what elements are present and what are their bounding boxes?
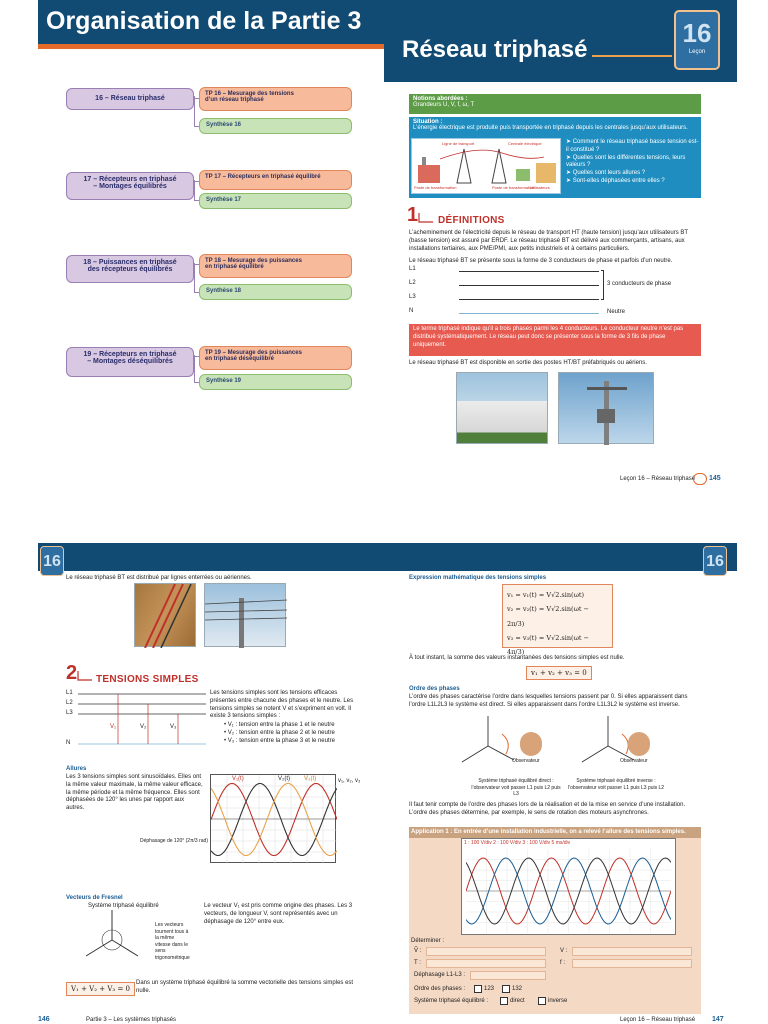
wire-label: N	[409, 308, 414, 314]
synthese-16: Synthèse 16	[199, 118, 352, 134]
formula: v₂ = v₂(t) = V√2.sin(ωt − 2π/3)	[507, 605, 589, 628]
cable-drawing	[135, 584, 197, 648]
footer-text: Leçon 16 – Réseau triphasé	[620, 1017, 696, 1023]
formula: v₃ = v₃(t) = V√2.sin(ωt − 4π/3)	[507, 633, 589, 657]
wire-label: L2	[409, 280, 416, 286]
connector	[194, 263, 195, 293]
tp-16: TP 16 – Mesurage des tensions d’un réseau triphasé	[199, 87, 352, 111]
direct-caption: Système triphasé équilibré direct : l’observateur voit passer L1 puis L2 puis L3	[471, 778, 561, 797]
pole-drawing	[559, 373, 655, 445]
definition-paragraph: Le réseau triphasé BT se présente sous la forme de 3 conducteurs de phase et parfois d’un neutre.	[409, 258, 673, 264]
sum-inst-formula: v₁ + v₂ + v₃ = 0	[526, 666, 592, 680]
definition-paragraph: Le réseau triphasé BT est disponible en sortie des postes HT/BT préfabriqués ou aériens.	[409, 360, 647, 366]
fresnel-title: Vecteurs de Fresnel	[66, 895, 123, 901]
checkbox-123[interactable]	[474, 985, 482, 993]
tensions-text: Les tensions simples sont les tensions efficaces présentes entre chacune des phases et le neutre. Les tensions simples se notent V et s’expriment en volt. Il existe 3 tensions simples :	[210, 690, 354, 720]
title-underline	[592, 55, 672, 57]
lecon-label: Leçon	[688, 49, 706, 55]
wire-l1	[459, 271, 599, 272]
tensions-svg	[78, 690, 206, 750]
checkbox-132[interactable]	[502, 985, 510, 993]
section-number: 1	[407, 204, 419, 226]
oscillogram	[210, 774, 336, 863]
page-number: 146	[38, 1016, 50, 1023]
vmax-field[interactable]	[426, 947, 546, 956]
dephasage-label: Déphasage L1-L3 :	[414, 972, 466, 978]
situation-illustration	[411, 138, 561, 194]
section-title: DÉFINITIONS	[438, 215, 505, 226]
page-gap	[0, 505, 768, 543]
page-number: 145	[709, 475, 721, 482]
img-label: Centrale électrique	[508, 141, 542, 146]
scope-header: 1 : 100 V/div 2 : 100 V/div 3 : 100 V/div 5 ms/div	[464, 840, 571, 846]
underground-cable-photo	[134, 583, 196, 647]
ordre-note: Il faut tenir compte de l’ordre des phases lors de la réalisation et de la mise en service d’une installation. L’ordre des phases détermine, par exemple, le sens de rotation des moteurs asynchrones.	[409, 802, 686, 816]
notions-title: Notions abordées :	[413, 96, 468, 102]
line-label: L1	[66, 690, 73, 696]
img-label: Poste de transformation	[414, 185, 457, 190]
lecon-number: 16	[682, 18, 712, 48]
situation-text: L’énergie électrique est produite puis transportée en triphasé depuis les centrales jusqu’aux utilisateurs.	[413, 125, 688, 131]
footer-text: Partie 3 – Les systèmes triphasés	[86, 1017, 177, 1023]
dephasage-label: Déphasage de 120° (2π/3 rad)	[140, 838, 208, 844]
oscilloscope-screen	[461, 838, 676, 935]
synthese-17: Synthèse 17	[199, 193, 352, 209]
wire-label: L3	[409, 294, 416, 300]
field-label: V :	[560, 948, 568, 954]
lecon-tab: 16	[703, 546, 727, 576]
tp-19: TP 19 – Mesurage des puissances en triphasé déséquilibré	[199, 346, 352, 370]
neutral-label: Neutre	[607, 309, 626, 315]
v-label: V₃	[170, 724, 177, 730]
inverse-caption: Système triphasé équilibré inverse : l’observateur voit passer L1 puis L3 puis L2	[567, 778, 665, 791]
overhead-drawing	[205, 584, 287, 648]
note-box: Le terme triphasé indique qu’il a trois phases parmi les 4 conducteurs. Le conducteur neutre n’est pas distribué systématiquement. Le réseau peut donc se présenter sous la forme de 3 fils de phase uniquement.	[409, 324, 701, 356]
lesson-18: 18 – Puissances en triphasé des récepteurs équilibrés	[66, 255, 194, 283]
question-item: ➤ Quelles sont leurs allures ?	[566, 170, 646, 177]
systeme-label: Système triphasé équilibré :	[414, 998, 489, 1004]
allures-title: Allures	[66, 766, 87, 772]
f-field[interactable]	[572, 959, 692, 968]
bottom-left-header	[38, 543, 384, 571]
question-item: ➤ Quelles sont les différentes tensions, leurs valeurs ?	[566, 154, 686, 169]
definition-paragraph: L’acheminement de l’électricité depuis le réseau de transport HT (haute tension) jusqu’aux utilisateurs BT (basse tension) est assuré par ERDF. Le réseau triphasé BT est délivré aux commerçants, artisans, aux installations tertiaires, aux PME/PMI, aux petits industriels et à certains particuliers.	[409, 230, 688, 252]
ordre-phases-label: Ordre des phases :	[414, 986, 466, 992]
observer-label: Observateur	[620, 758, 648, 764]
osc-label: V₃(t)	[304, 776, 317, 782]
tensions-list	[224, 722, 364, 745]
section-title: TENSIONS SIMPLES	[96, 674, 199, 685]
sum-inst-text: À tout instant, la somme des valeurs instantanées des tensions simples est nulle.	[409, 655, 625, 661]
fresnel-diagram	[72, 906, 152, 976]
connector	[194, 180, 195, 201]
question-list	[566, 139, 700, 186]
conductors-diagram	[409, 266, 701, 316]
synthese-18: Synthèse 18	[199, 284, 352, 300]
allures-text: Les 3 tensions simples sont sinusoïdales. Elles ont la même valeur maximale, la même valeur efficace, la même période et la même fréquence. Elles sont déphasées de 120° les unes par rapport aux autres.	[66, 774, 203, 812]
lesson-16: 16 – Réseau triphasé	[66, 88, 194, 110]
overhead-line-photo	[204, 583, 286, 647]
wire-label: L1	[409, 266, 416, 272]
lesson-17: 17 – Récepteurs en triphasé – Montages équilibrés	[66, 172, 194, 200]
t-field[interactable]	[426, 959, 546, 968]
wire-n	[459, 313, 599, 314]
wire-l3	[459, 299, 599, 300]
section-hook-icon	[418, 212, 434, 224]
page-title: Organisation de la Partie 3	[46, 7, 362, 35]
footer-text: Leçon 16 – Réseau triphasé	[620, 476, 696, 482]
substation-photo	[456, 372, 548, 444]
img-label: Utilisateurs	[530, 185, 550, 190]
observer-label: Observateur	[512, 758, 540, 764]
phase-label: 3 conducteurs de phase	[607, 281, 672, 287]
osc-label: V₁(t)	[232, 776, 244, 782]
list-item: • V₂ : tension entre la phase 2 et le neutre	[224, 729, 335, 736]
v-field[interactable]	[572, 947, 692, 956]
page-number: 147	[712, 1016, 724, 1023]
lecon-badge	[674, 10, 720, 70]
determiner-label: Déterminer :	[411, 938, 445, 944]
footer-ornament	[693, 473, 707, 485]
tp-17: TP 17 – Récepteurs en triphasé équilibré	[199, 170, 352, 190]
tensions-diagram	[66, 690, 206, 750]
formula: v₁ = v₁(t) = V√2.sin(ωt)	[507, 591, 585, 599]
sum-formula: V₁ + V₂ + V₃ = 0	[66, 982, 135, 996]
observer-icon	[628, 732, 650, 756]
field-label: f :	[560, 960, 566, 966]
connector	[194, 96, 195, 127]
expr-title: Expression mathématique des tensions simples	[409, 575, 547, 581]
sum-text: Dans un système triphasé équilibré la somme vectorielle des tensions simples est nulle.	[136, 980, 354, 994]
question-item: ➤ Sont-elles déphasées entre elles ?	[566, 177, 665, 184]
option-label: inverse	[548, 998, 568, 1004]
line-label: L2	[66, 700, 73, 706]
brace	[601, 270, 604, 300]
fresnel-system: Système triphasé équilibré	[88, 903, 159, 909]
option-label: direct	[510, 998, 525, 1004]
lesson-19: 19 – Récepteurs en triphasé – Montages déséquilibrés	[66, 347, 194, 377]
ordre-text: L’ordre des phases caractérise l’ordre dans lesquelles tensions passent par 0. Si elles apparaissent dans l’ordre L1L2L3 le système est direct. Si elles apparaissent dans l’ordre L1L3L2 le système est inverse.	[409, 694, 688, 708]
connector	[194, 355, 195, 383]
list-item: • V₁ : tension entre la phase 1 et le neutre	[224, 722, 335, 728]
observer-icon	[520, 732, 542, 756]
tp-18: TP 18 – Mesurage des puissances en triphasé équilibré	[199, 254, 352, 278]
sine-waves	[211, 775, 337, 864]
wire-l2	[459, 285, 599, 286]
application-title: Application 1 : En entrée d’une installation industrielle, on a relevé l’allure des tensions simples.	[411, 829, 686, 835]
notions-box	[409, 94, 701, 114]
pole-photo	[558, 372, 654, 444]
section-hook-icon	[77, 670, 93, 682]
checkbox-inverse[interactable]	[538, 997, 546, 1005]
option-label: 123	[484, 986, 495, 992]
img-label: Ligne de transport	[442, 141, 475, 146]
fresnel-text: Le vecteur V₁ est pris comme origine des phases. Les 3 vecteurs, de longueur V, sont représentés avec un déphasage de 120° entre eux.	[204, 903, 353, 925]
field-label: T :	[414, 960, 421, 966]
v-label: V₂	[140, 724, 147, 730]
scope-waves	[466, 849, 671, 933]
osc-label: V₂(t)	[278, 776, 290, 782]
img-label: Poste de transformation	[492, 185, 535, 190]
fresnel-note: Les vecteurs tournent tous à la même vitesse dans le sens trigonométrique	[155, 922, 190, 961]
formulas-box	[502, 584, 613, 657]
lesson-title: Réseau triphasé	[402, 36, 588, 63]
ordre-title: Ordre des phases	[409, 686, 460, 692]
situation-title: Situation :	[413, 119, 443, 125]
v-label: V₁	[110, 724, 117, 730]
osc-axis-label: v₁, v₂, v₃	[338, 778, 361, 784]
header-accent	[38, 44, 384, 49]
synthese-19: Synthèse 19	[199, 374, 352, 390]
dephasage-field[interactable]	[470, 971, 546, 980]
question-item: ➤ Comment le réseau triphasé basse tension est-il constitué ?	[566, 139, 699, 153]
field-label: V̂ :	[414, 948, 422, 954]
list-item: • V₃ : tension entre la phase 3 et le neutre	[224, 737, 335, 744]
line-label: L3	[66, 710, 73, 716]
lecon-tab: 16	[40, 546, 64, 576]
section-number: 2	[66, 662, 78, 684]
option-label: 132	[512, 986, 523, 992]
line-label: N	[66, 740, 71, 746]
checkbox-direct[interactable]	[500, 997, 508, 1005]
bottom-right-header	[384, 543, 737, 571]
notions-text: Grandeurs U, V, f, ω, T	[413, 102, 475, 108]
intro-text: Le réseau triphasé BT est distribué par lignes enterrées ou aériennes.	[66, 575, 252, 581]
